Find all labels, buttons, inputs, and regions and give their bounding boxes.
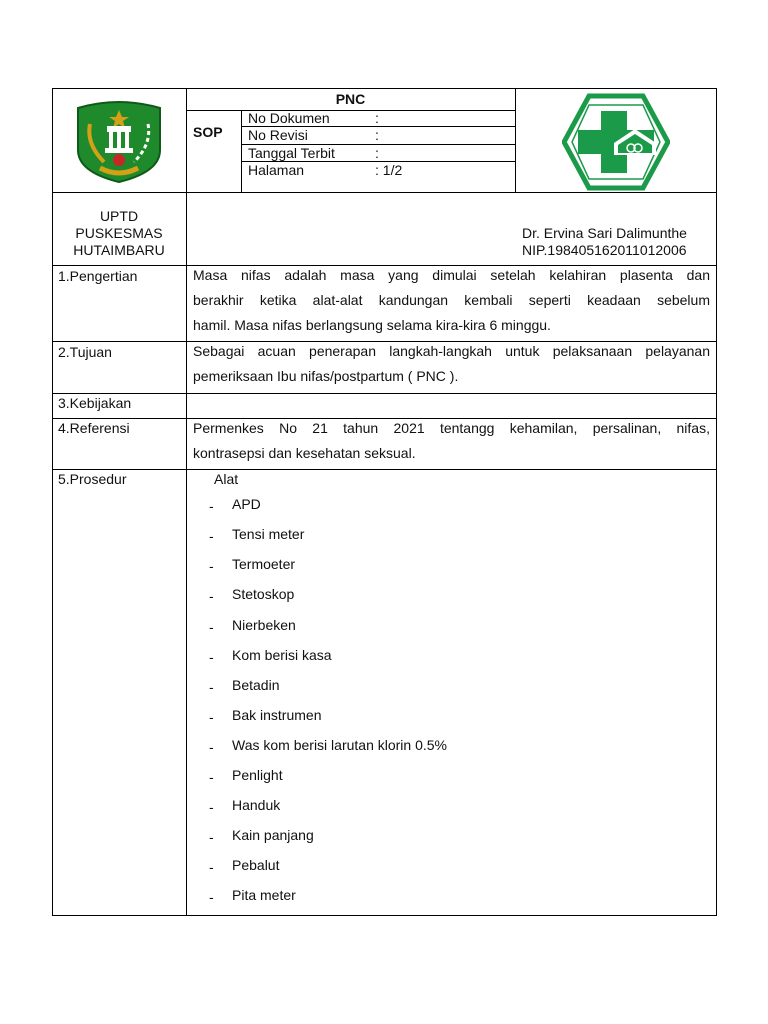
header-right-divider [515,88,516,192]
list-dash: - [209,769,214,785]
list-dash: - [209,859,214,875]
field-label-tanggal-terbit: Tanggal Terbit [248,145,335,161]
label-column-divider [186,88,187,916]
referensi-line: Permenkes No 21 tahun 2021 tentangg kehamilan, persalinan, nifas, [193,420,710,436]
equipment-item: Kain panjang [232,827,314,843]
referensi-text [193,416,710,466]
list-dash: - [209,588,214,604]
field-value-tanggal-terbit: : [375,145,379,161]
equipment-item: Betadin [232,677,280,693]
list-dash: - [209,889,214,905]
section-label-referensi: 4.Referensi [58,420,130,436]
equipment-item: Penlight [232,767,283,783]
puskesmas-logo-icon [562,93,670,191]
tujuan-text [193,339,710,389]
list-dash: - [209,829,214,845]
field-label-halaman: Halaman [248,162,305,178]
equipment-item: Was kom berisi larutan klorin 0.5% [232,737,448,753]
list-dash: - [209,498,214,514]
title-underline [186,110,515,111]
signer-nip: NIP.198405162011012006 [522,242,687,258]
field-label-no-dokumen: No Dokumen [248,110,330,126]
section-label-kebijakan: 3.Kebijakan [58,395,132,411]
row-divider [52,393,717,394]
list-dash: - [209,679,214,695]
pengertian-line: berakhir ketika alat-alat kandungan kembali seperti keadaan sebelum [193,292,710,308]
org-line: HUTAIMBARU [73,242,165,258]
section-label-tujuan: 2.Tujuan [58,344,112,360]
regency-emblem-icon [74,98,164,184]
row-divider [52,192,717,193]
header-field-divider [241,110,242,192]
list-dash: - [209,799,214,815]
equipment-item: Handuk [232,797,281,813]
pengertian-line: hamil. Masa nifas berlangsung selama kira-kira 6 minggu. [193,317,551,333]
field-value-halaman: : 1/2 [375,162,403,178]
pengertian-text [193,263,710,338]
section-label-prosedur: 5.Prosedur [58,471,127,487]
referensi-line: kontrasepsi dan kesehatan seksual. [193,445,416,461]
list-dash: - [209,709,214,725]
list-dash: - [209,558,214,574]
prosedur-heading: Alat [214,471,239,487]
equipment-item: Bak instrumen [232,707,322,723]
list-dash: - [209,619,214,635]
list-dash: - [209,739,214,755]
equipment-item: Pebalut [232,857,280,873]
equipment-item: Tensi meter [232,526,305,542]
signer-name: Dr. Ervina Sari Dalimunthe [522,225,687,241]
section-label-pengertian: 1.Pengertian [58,268,138,284]
document-title: PNC [335,91,366,107]
equipment-item: Termoeter [232,556,296,572]
equipment-item: Kom berisi kasa [232,647,332,663]
field-value-no-revisi: : [375,127,379,143]
equipment-item: Stetoskop [232,586,295,602]
list-dash: - [209,649,214,665]
row-divider [52,469,717,470]
equipment-item: APD [232,496,261,512]
field-value-no-dokumen: : [375,110,379,126]
org-line: PUSKESMAS [75,225,163,241]
list-dash: - [209,528,214,544]
field-label-no-revisi: No Revisi [248,127,308,143]
sop-label: SOP [193,124,223,140]
org-line: UPTD [99,208,139,224]
tujuan-line: Sebagai acuan penerapan langkah-langkah untuk pelaksanaan pelayanan [193,343,710,359]
equipment-item: Pita meter [232,887,296,903]
pengertian-line: Masa nifas adalah masa yang dimulai setelah kelahiran plasenta dan [193,267,710,283]
tujuan-line: pemeriksaan Ibu nifas/postpartum ( PNC ). [193,368,459,384]
equipment-item: Nierbeken [232,617,296,633]
